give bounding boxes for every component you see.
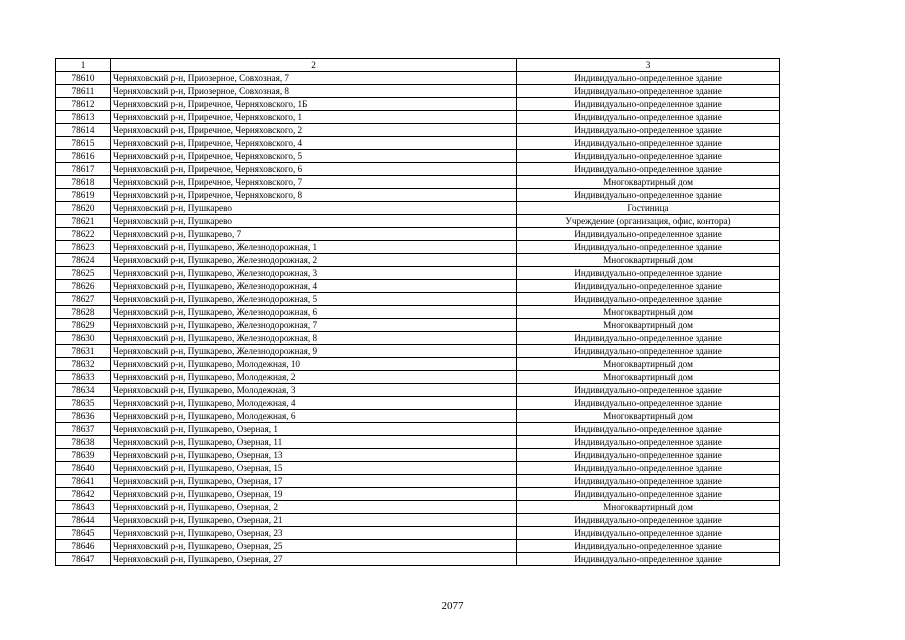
table-row — [56, 462, 780, 475]
table-header-row — [56, 59, 780, 72]
row-number-cell: 78641 — [56, 475, 111, 488]
row-number-cell: 78638 — [56, 436, 111, 449]
row-number-cell: 78645 — [56, 527, 111, 540]
row-building-type-cell: Индивидуально-определенное здание — [517, 228, 780, 241]
column-header-address: 2 — [111, 59, 517, 72]
row-number-cell: 78640 — [56, 462, 111, 475]
table-row — [56, 254, 780, 267]
table-row — [56, 189, 780, 202]
row-number-cell: 78611 — [56, 85, 111, 98]
table-row — [56, 319, 780, 332]
row-building-type-cell: Многоквартирный дом — [517, 371, 780, 384]
table-row — [56, 553, 780, 566]
table-row — [56, 293, 780, 306]
row-number-cell: 78635 — [56, 397, 111, 410]
row-address-cell: Черняховский р-н, Приречное, Черняховского, 8 — [111, 189, 517, 202]
row-number-cell: 78631 — [56, 345, 111, 358]
row-number-cell: 78636 — [56, 410, 111, 423]
row-building-type-cell: Многоквартирный дом — [517, 501, 780, 514]
row-address-cell: Черняховский р-н, Пушкарево, Железнодорожная, 8 — [111, 332, 517, 345]
row-number-cell: 78622 — [56, 228, 111, 241]
row-address-cell: Черняховский р-н, Пушкарево, Молодежная, 10 — [111, 358, 517, 371]
row-building-type-cell: Многоквартирный дом — [517, 319, 780, 332]
row-address-cell: Черняховский р-н, Пушкарево, Озерная, 15 — [111, 462, 517, 475]
table-row — [56, 540, 780, 553]
row-building-type-cell: Многоквартирный дом — [517, 254, 780, 267]
row-building-type-cell: Индивидуально-определенное здание — [517, 293, 780, 306]
row-building-type-cell: Индивидуально-определенное здание — [517, 137, 780, 150]
row-building-type-cell: Индивидуально-определенное здание — [517, 111, 780, 124]
row-building-type-cell: Многоквартирный дом — [517, 358, 780, 371]
row-address-cell: Черняховский р-н, Пушкарево, Молодежная, 4 — [111, 397, 517, 410]
row-number-cell: 78646 — [56, 540, 111, 553]
row-building-type-cell: Многоквартирный дом — [517, 176, 780, 189]
row-building-type-cell: Индивидуально-определенное здание — [517, 514, 780, 527]
table-row — [56, 371, 780, 384]
table-row — [56, 85, 780, 98]
table-row — [56, 332, 780, 345]
table-row — [56, 280, 780, 293]
row-building-type-cell: Индивидуально-определенное здание — [517, 345, 780, 358]
row-number-cell: 78624 — [56, 254, 111, 267]
row-address-cell: Черняховский р-н, Пушкарево, Молодежная, 6 — [111, 410, 517, 423]
table-body — [56, 72, 780, 566]
row-number-cell: 78633 — [56, 371, 111, 384]
table-row — [56, 306, 780, 319]
row-address-cell: Черняховский р-н, Пушкарево, Озерная, 2 — [111, 501, 517, 514]
table-row — [56, 501, 780, 514]
row-number-cell: 78629 — [56, 319, 111, 332]
row-address-cell: Черняховский р-н, Пушкарево, Железнодорожная, 1 — [111, 241, 517, 254]
table-row — [56, 397, 780, 410]
row-address-cell: Черняховский р-н, Приречное, Черняховского, 1 — [111, 111, 517, 124]
table-row — [56, 423, 780, 436]
row-building-type-cell: Индивидуально-определенное здание — [517, 267, 780, 280]
table-row — [56, 150, 780, 163]
row-number-cell: 78626 — [56, 280, 111, 293]
row-number-cell: 78615 — [56, 137, 111, 150]
row-building-type-cell: Индивидуально-определенное здание — [517, 488, 780, 501]
row-building-type-cell: Многоквартирный дом — [517, 306, 780, 319]
table-row — [56, 475, 780, 488]
table-row — [56, 410, 780, 423]
table-row — [56, 111, 780, 124]
row-building-type-cell: Индивидуально-определенное здание — [517, 540, 780, 553]
row-building-type-cell: Индивидуально-определенное здание — [517, 189, 780, 202]
table-row — [56, 124, 780, 137]
row-building-type-cell: Индивидуально-определенное здание — [517, 449, 780, 462]
column-header-number: 1 — [56, 59, 111, 72]
row-number-cell: 78625 — [56, 267, 111, 280]
row-number-cell: 78632 — [56, 358, 111, 371]
row-building-type-cell: Индивидуально-определенное здание — [517, 98, 780, 111]
row-building-type-cell: Индивидуально-определенное здание — [517, 150, 780, 163]
row-address-cell: Черняховский р-н, Пушкарево, 7 — [111, 228, 517, 241]
row-number-cell: 78619 — [56, 189, 111, 202]
row-building-type-cell: Гостиница — [517, 202, 780, 215]
table-row — [56, 514, 780, 527]
row-number-cell: 78623 — [56, 241, 111, 254]
row-address-cell: Черняховский р-н, Пушкарево, Озерная, 13 — [111, 449, 517, 462]
row-number-cell: 78647 — [56, 553, 111, 566]
table-row — [56, 384, 780, 397]
table-row — [56, 163, 780, 176]
row-address-cell: Черняховский р-н, Приозерное, Совхозная, 7 — [111, 72, 517, 85]
table-row — [56, 267, 780, 280]
page-number: 2077 — [441, 600, 464, 612]
row-number-cell: 78630 — [56, 332, 111, 345]
row-building-type-cell: Индивидуально-определенное здание — [517, 462, 780, 475]
table-row — [56, 202, 780, 215]
table-row — [56, 137, 780, 150]
row-number-cell: 78616 — [56, 150, 111, 163]
row-number-cell: 78627 — [56, 293, 111, 306]
row-building-type-cell: Индивидуально-определенное здание — [517, 280, 780, 293]
row-address-cell: Черняховский р-н, Пушкарево, Железнодорожная, 9 — [111, 345, 517, 358]
row-number-cell: 78634 — [56, 384, 111, 397]
row-building-type-cell: Учреждение (организация, офис, контора) — [517, 215, 780, 228]
row-address-cell: Черняховский р-н, Приозерное, Совхозная, 8 — [111, 85, 517, 98]
row-building-type-cell: Индивидуально-определенное здание — [517, 163, 780, 176]
table-row — [56, 358, 780, 371]
row-building-type-cell: Индивидуально-определенное здание — [517, 423, 780, 436]
table-row — [56, 241, 780, 254]
column-header-type: 3 — [517, 59, 780, 72]
row-number-cell: 78637 — [56, 423, 111, 436]
row-address-cell: Черняховский р-н, Приречное, Черняховского, 1Б — [111, 98, 517, 111]
row-building-type-cell: Многоквартирный дом — [517, 410, 780, 423]
row-address-cell: Черняховский р-н, Пушкарево, Железнодорожная, 3 — [111, 267, 517, 280]
row-building-type-cell: Индивидуально-определенное здание — [517, 527, 780, 540]
row-address-cell: Черняховский р-н, Пушкарево, Озерная, 21 — [111, 514, 517, 527]
row-address-cell: Черняховский р-н, Приречное, Черняховского, 4 — [111, 137, 517, 150]
row-address-cell: Черняховский р-н, Пушкарево, Железнодорожная, 4 — [111, 280, 517, 293]
table-row — [56, 527, 780, 540]
row-number-cell: 78612 — [56, 98, 111, 111]
table-row — [56, 72, 780, 85]
row-building-type-cell: Индивидуально-определенное здание — [517, 397, 780, 410]
row-building-type-cell: Индивидуально-определенное здание — [517, 436, 780, 449]
row-number-cell: 78621 — [56, 215, 111, 228]
row-number-cell: 78628 — [56, 306, 111, 319]
row-building-type-cell: Индивидуально-определенное здание — [517, 124, 780, 137]
table-row — [56, 449, 780, 462]
row-address-cell: Черняховский р-н, Пушкарево, Озерная, 19 — [111, 488, 517, 501]
row-address-cell: Черняховский р-н, Пушкарево, Озерная, 1 — [111, 423, 517, 436]
row-address-cell: Черняховский р-н, Пушкарево, Озерная, 25 — [111, 540, 517, 553]
row-number-cell: 78643 — [56, 501, 111, 514]
table-row — [56, 436, 780, 449]
row-number-cell: 78617 — [56, 163, 111, 176]
row-address-cell: Черняховский р-н, Пушкарево — [111, 215, 517, 228]
row-number-cell: 78610 — [56, 72, 111, 85]
row-address-cell: Черняховский р-н, Пушкарево, Озерная, 23 — [111, 527, 517, 540]
row-number-cell: 78642 — [56, 488, 111, 501]
row-building-type-cell: Индивидуально-определенное здание — [517, 72, 780, 85]
row-address-cell: Черняховский р-н, Приречное, Черняховского, 6 — [111, 163, 517, 176]
row-number-cell: 78614 — [56, 124, 111, 137]
row-address-cell: Черняховский р-н, Пушкарево — [111, 202, 517, 215]
row-address-cell: Черняховский р-н, Приречное, Черняховского, 5 — [111, 150, 517, 163]
row-building-type-cell: Индивидуально-определенное здание — [517, 241, 780, 254]
row-building-type-cell: Индивидуально-определенное здание — [517, 475, 780, 488]
table-row — [56, 345, 780, 358]
registry-table — [55, 58, 780, 566]
row-address-cell: Черняховский р-н, Пушкарево, Озерная, 17 — [111, 475, 517, 488]
row-address-cell: Черняховский р-н, Пушкарево, Молодежная, 2 — [111, 371, 517, 384]
row-address-cell: Черняховский р-н, Пушкарево, Железнодорожная, 2 — [111, 254, 517, 267]
row-address-cell: Черняховский р-н, Пушкарево, Железнодорожная, 5 — [111, 293, 517, 306]
row-number-cell: 78639 — [56, 449, 111, 462]
table-row — [56, 176, 780, 189]
table-row — [56, 228, 780, 241]
row-building-type-cell: Индивидуально-определенное здание — [517, 553, 780, 566]
table-row — [56, 215, 780, 228]
table-row — [56, 98, 780, 111]
row-number-cell: 78618 — [56, 176, 111, 189]
row-address-cell: Черняховский р-н, Пушкарево, Озерная, 11 — [111, 436, 517, 449]
row-number-cell: 78620 — [56, 202, 111, 215]
row-address-cell: Черняховский р-н, Пушкарево, Озерная, 27 — [111, 553, 517, 566]
row-number-cell: 78613 — [56, 111, 111, 124]
row-address-cell: Черняховский р-н, Приречное, Черняховского, 7 — [111, 176, 517, 189]
row-building-type-cell: Индивидуально-определенное здание — [517, 332, 780, 345]
row-address-cell: Черняховский р-н, Пушкарево, Железнодорожная, 7 — [111, 319, 517, 332]
table-row — [56, 488, 780, 501]
row-building-type-cell: Индивидуально-определенное здание — [517, 384, 780, 397]
row-number-cell: 78644 — [56, 514, 111, 527]
row-address-cell: Черняховский р-н, Пушкарево, Молодежная, 3 — [111, 384, 517, 397]
row-address-cell: Черняховский р-н, Пушкарево, Железнодорожная, 6 — [111, 306, 517, 319]
row-building-type-cell: Индивидуально-определенное здание — [517, 85, 780, 98]
row-address-cell: Черняховский р-н, Приречное, Черняховского, 2 — [111, 124, 517, 137]
